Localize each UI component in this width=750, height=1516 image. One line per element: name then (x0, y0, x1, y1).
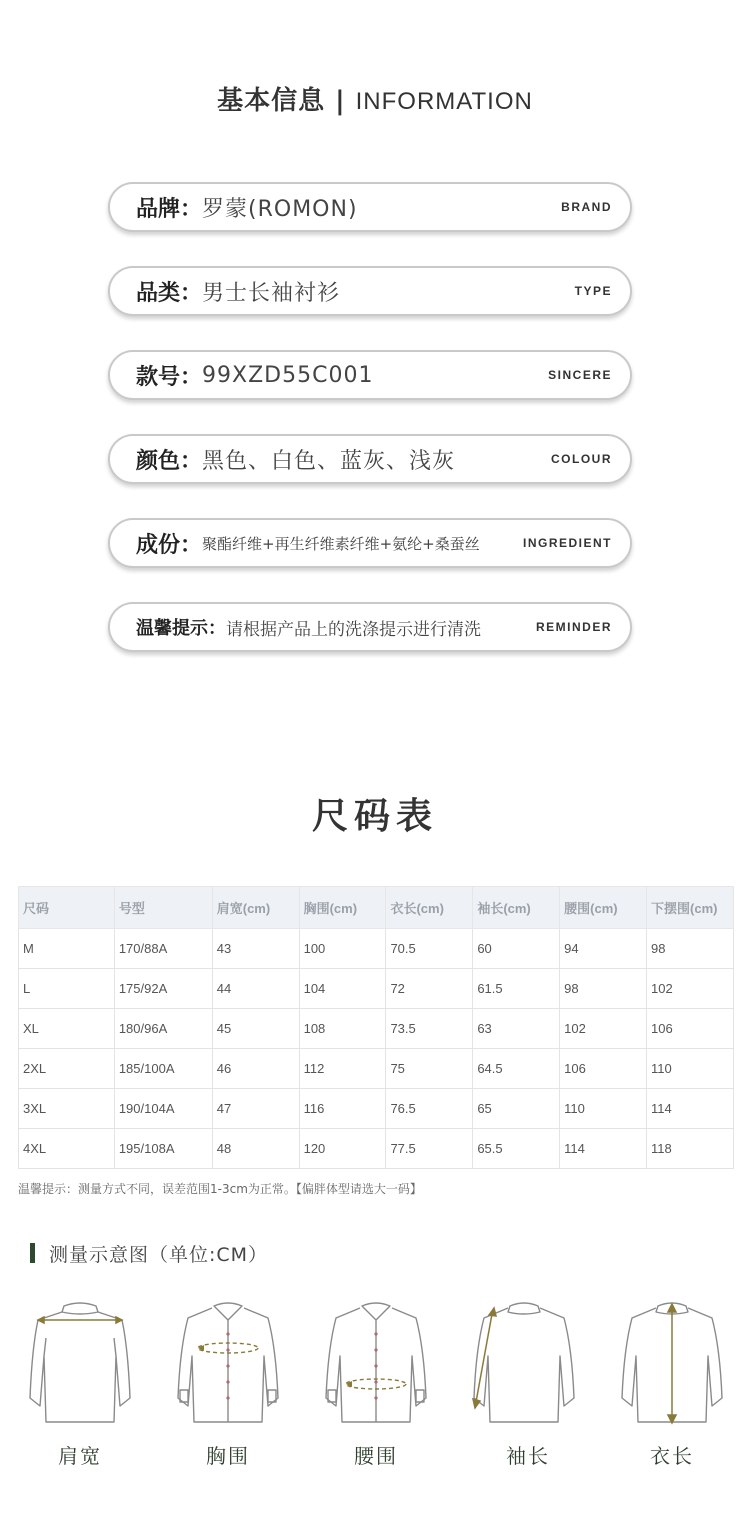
table-cell: 112 (299, 1049, 386, 1089)
table-cell: 3XL (19, 1089, 115, 1129)
table-cell: 118 (647, 1129, 734, 1169)
table-cell: 75 (386, 1049, 473, 1089)
info-key: 颜色： (136, 448, 203, 474)
table-row (19, 1089, 734, 1129)
body-length-shirt-icon (616, 1298, 728, 1426)
size-note: 温馨提示：测量方式不同，误差范围1-3cm为正常。【偏胖体型请选大一码】 (18, 1182, 422, 1196)
sleeve-length-shirt-icon (468, 1298, 580, 1426)
table-cell: 120 (299, 1129, 386, 1169)
table-cell: 47 (212, 1089, 299, 1129)
info-tag: SINCERE (548, 368, 612, 382)
info-value: 聚酯纤维+再生纤维素纤维+氨纶+桑蚕丝 (202, 534, 480, 553)
info-title-cn: 基本信息 (217, 86, 326, 116)
header-sleeve: 袖长(cm) (473, 887, 560, 929)
table-cell: 108 (299, 1009, 386, 1049)
table-cell: 63 (473, 1009, 560, 1049)
table-cell: M (19, 929, 115, 969)
measure-label-length: 衣长 (650, 1444, 694, 1468)
info-title (0, 80, 750, 117)
table-row (19, 969, 734, 1009)
shoulder-width-shirt-icon (24, 1298, 136, 1426)
info-tag: BRAND (561, 200, 612, 214)
info-tag: COLOUR (551, 452, 612, 466)
table-cell: 102 (560, 1009, 647, 1049)
table-cell: 100 (299, 929, 386, 969)
table-cell: 106 (647, 1009, 734, 1049)
info-row-type (108, 266, 632, 316)
info-row-colour (108, 434, 632, 484)
table-row (19, 1129, 734, 1169)
table-cell: 98 (647, 929, 734, 969)
table-cell: 60 (473, 929, 560, 969)
size-table-title: 尺码表 (311, 796, 438, 837)
table-row (19, 929, 734, 969)
table-cell: 43 (212, 929, 299, 969)
size-table (18, 886, 734, 1169)
table-row (19, 1049, 734, 1089)
info-tag: INGREDIENT (522, 536, 612, 550)
table-cell: 70.5 (386, 929, 473, 969)
table-cell: 77.5 (386, 1129, 473, 1169)
table-cell: 76.5 (386, 1089, 473, 1129)
table-cell: 180/96A (114, 1009, 212, 1049)
table-cell: 104 (299, 969, 386, 1009)
info-key: 成份： (136, 532, 203, 558)
header-shoulder: 肩宽(cm) (212, 887, 299, 929)
waist-shirt-icon (320, 1298, 432, 1426)
table-cell: 73.5 (386, 1009, 473, 1049)
table-cell: 64.5 (473, 1049, 560, 1089)
table-cell: XL (19, 1009, 115, 1049)
table-cell: 185/100A (114, 1049, 212, 1089)
info-tag: TYPE (574, 284, 612, 298)
table-cell: 175/92A (114, 969, 212, 1009)
table-cell: 65 (473, 1089, 560, 1129)
table-cell: 195/108A (114, 1129, 212, 1169)
table-cell: 61.5 (473, 969, 560, 1009)
table-cell: 72 (386, 969, 473, 1009)
table-cell: 44 (212, 969, 299, 1009)
chest-shirt-icon (172, 1298, 284, 1426)
table-cell: 2XL (19, 1049, 115, 1089)
table-cell: 46 (212, 1049, 299, 1089)
table-cell: 65.5 (473, 1129, 560, 1169)
header-waist: 腰围(cm) (560, 887, 647, 929)
header-length: 衣长(cm) (386, 887, 473, 929)
info-key: 品类： (136, 280, 203, 306)
measure-label-sleeve: 袖长 (506, 1444, 550, 1468)
measure-title: 测量示意图（单位:CM） (49, 1243, 269, 1266)
table-cell: 4XL (19, 1129, 115, 1169)
table-cell: 48 (212, 1129, 299, 1169)
info-title-separator: | (335, 86, 346, 116)
table-cell: 110 (647, 1049, 734, 1089)
info-title-en: INFORMATION (355, 88, 533, 115)
info-row-ingredient (108, 518, 632, 568)
info-value: 黑色、白色、蓝灰、浅灰 (202, 448, 456, 474)
section-accent-bar (30, 1243, 35, 1263)
info-row-reminder (108, 602, 632, 652)
info-key: 温馨提示： (136, 618, 226, 639)
table-cell: 94 (560, 929, 647, 969)
info-value: 请根据产品上的洗涤提示进行清洗 (226, 619, 481, 640)
table-cell: 116 (299, 1089, 386, 1129)
table-cell: 114 (560, 1129, 647, 1169)
table-cell: 170/88A (114, 929, 212, 969)
table-cell: 190/104A (114, 1089, 212, 1129)
table-cell: 98 (560, 969, 647, 1009)
info-value: 男士长袖衬衫 (202, 280, 341, 306)
table-cell: 102 (647, 969, 734, 1009)
table-cell: 114 (647, 1089, 734, 1129)
header-size: 尺码 (19, 887, 115, 929)
measure-label-chest: 胸围 (206, 1444, 250, 1468)
info-value: 罗蒙(ROMON) (202, 196, 358, 222)
size-table-header-row (19, 887, 734, 929)
table-cell: 106 (560, 1049, 647, 1089)
table-cell: 45 (212, 1009, 299, 1049)
measure-section-heading (30, 1242, 268, 1264)
table-cell: 110 (560, 1089, 647, 1129)
info-tag: REMINDER (535, 620, 612, 634)
table-cell: L (19, 969, 115, 1009)
header-chest: 胸围(cm) (299, 887, 386, 929)
info-row-brand (108, 182, 632, 232)
info-key: 款号： (136, 364, 203, 390)
info-row-style-number (108, 350, 632, 400)
info-key: 品牌： (136, 196, 203, 222)
measure-label-shoulder: 肩宽 (58, 1444, 102, 1468)
header-hem: 下摆围(cm) (647, 887, 734, 929)
table-row (19, 1009, 734, 1049)
header-model: 号型 (114, 887, 212, 929)
measure-label-waist: 腰围 (354, 1444, 398, 1468)
info-value: 99XZD55C001 (202, 362, 374, 388)
